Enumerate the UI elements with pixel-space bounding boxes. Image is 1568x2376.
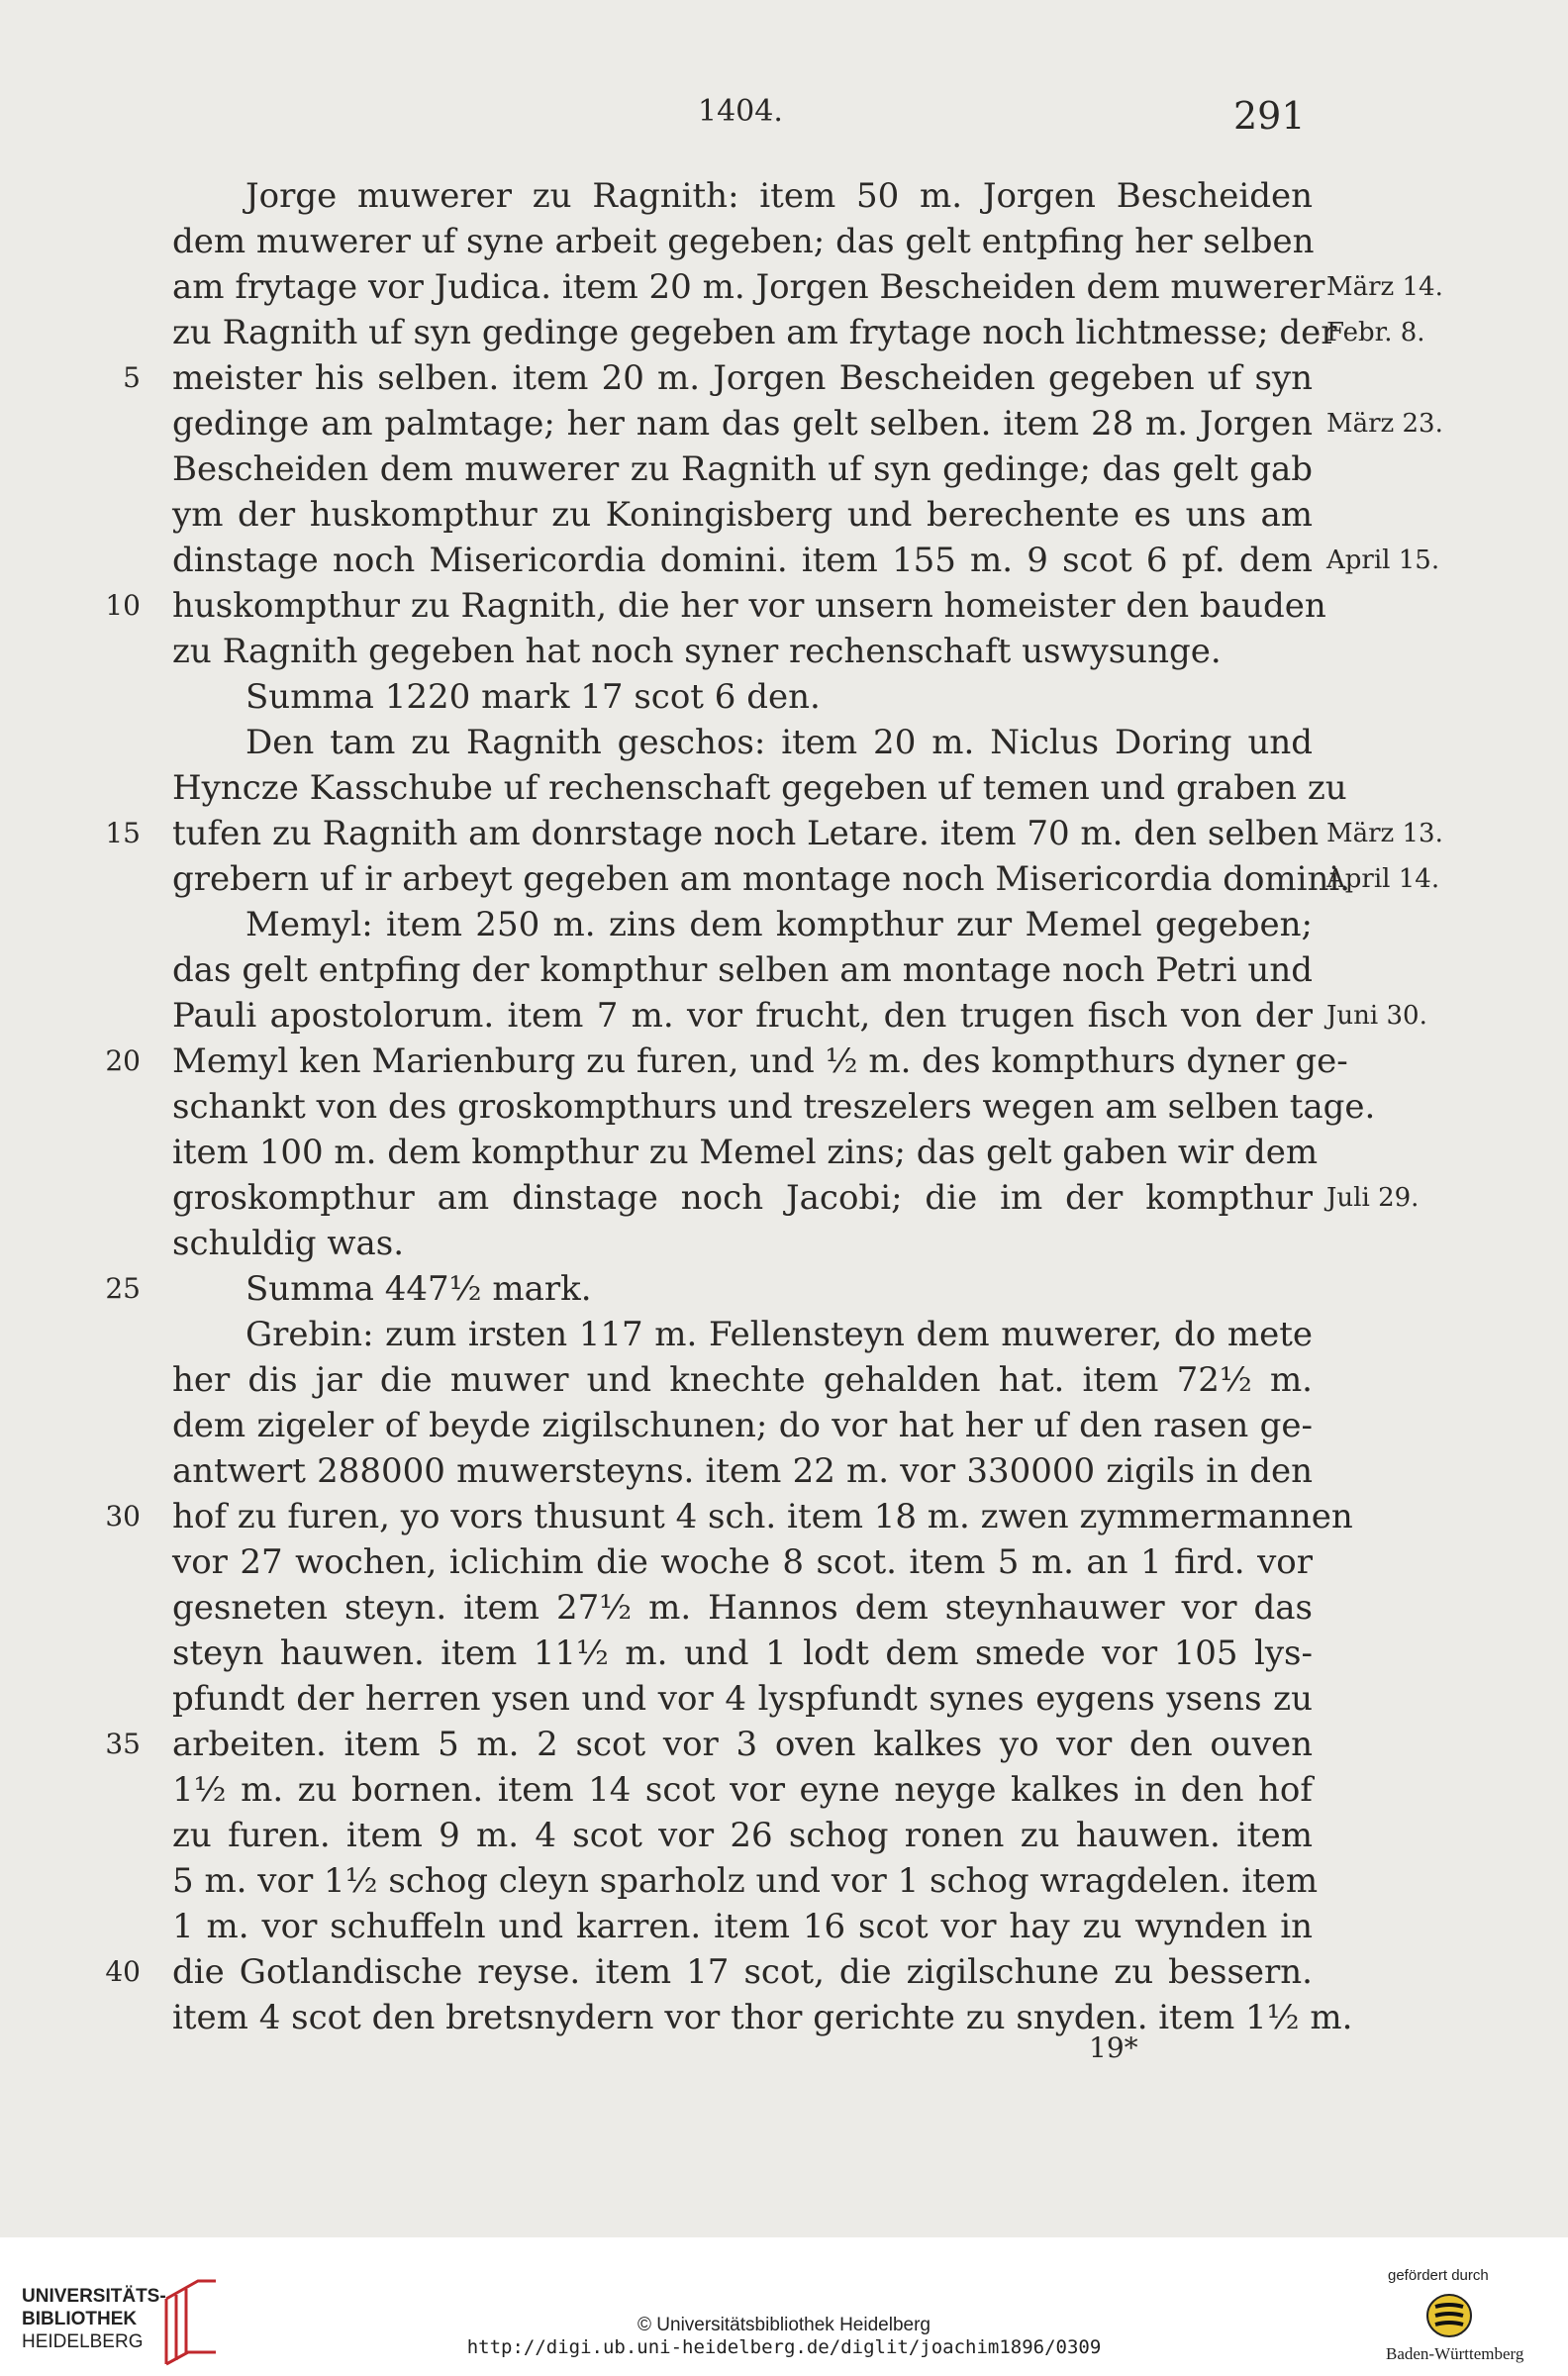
text-line	[0, 1403, 1568, 1448]
line-number: 35	[105, 1728, 141, 1760]
line-text: schankt von des groskompthurs und treszelers wegen am selben tage.	[172, 1087, 1376, 1127]
footer-bar	[0, 2237, 1568, 2376]
text-line	[0, 264, 1568, 310]
text-line	[0, 1676, 1568, 1722]
line-text: Memyl: item 250 m. zins dem kompthur zur Memel gegeben;	[245, 905, 1313, 944]
margin-date-note: März 13.	[1326, 819, 1443, 848]
line-text: 1 m. vor schuffeln und karren. item 16 scot vor hay zu wynden in	[172, 1907, 1313, 1946]
line-number: 5	[123, 361, 141, 394]
line-text: grebern uf ir arbeyt gegeben am montage noch Misericordia domini.	[172, 859, 1351, 899]
library-name-line1: UNIVERSITÄTS-	[22, 2286, 166, 2307]
text-line	[0, 355, 1568, 401]
line-number: 25	[105, 1272, 141, 1305]
text-line	[0, 310, 1568, 355]
line-text: am frytage vor Judica. item 20 m. Jorgen Bescheiden dem muwerer	[172, 267, 1325, 307]
line-text: 1½ m. zu bornen. item 14 scot vor eyne neyge kalkes in den hof	[172, 1770, 1313, 1810]
line-number: 10	[105, 589, 141, 622]
text-line	[0, 674, 1568, 720]
line-text: zu furen. item 9 m. 4 scot vor 26 schog ronen zu hauwen. item	[172, 1816, 1313, 1855]
copyright-text: © Universitätsbibliothek Heidelberg	[637, 2315, 931, 2335]
line-number: 40	[105, 1955, 141, 1988]
text-line	[0, 1266, 1568, 1312]
line-text: Grebin: zum irsten 117 m. Fellensteyn dem muwerer, do mete	[245, 1315, 1313, 1354]
text-line	[0, 720, 1568, 765]
line-text: meister his selben. item 20 m. Jorgen Bescheiden gegeben uf syn	[172, 358, 1313, 398]
line-text: zu Ragnith uf syn gedinge gegeben am frytage noch lichtmesse; der	[172, 313, 1337, 352]
text-line	[0, 1357, 1568, 1403]
line-text: antwert 288000 muwersteyns. item 22 m. vor 330000 zigils in den	[172, 1451, 1313, 1491]
text-line	[0, 1813, 1568, 1858]
text-line	[0, 446, 1568, 492]
text-line	[0, 583, 1568, 629]
line-text: gesneten steyn. item 27½ m. Hannos dem steynhauwer vor das	[172, 1588, 1313, 1628]
text-line	[0, 1494, 1568, 1539]
margin-date-note: März 14.	[1326, 272, 1443, 302]
line-text: Pauli apostolorum. item 7 m. vor frucht, den trugen fisch von der	[172, 996, 1313, 1036]
text-line	[0, 1084, 1568, 1130]
text-line	[0, 856, 1568, 902]
text-line	[0, 173, 1568, 219]
text-line	[0, 1631, 1568, 1676]
line-number: 20	[105, 1044, 141, 1077]
margin-date-note: April 15.	[1326, 545, 1440, 575]
text-line	[0, 1130, 1568, 1175]
funder-name[interactable]: Baden-Württemberg	[1386, 2344, 1524, 2363]
text-line	[0, 1312, 1568, 1357]
text-line	[0, 1858, 1568, 1904]
text-line	[0, 219, 1568, 264]
text-line	[0, 1448, 1568, 1494]
line-text: das gelt entpfing der kompthur selben am montage noch Petri und	[172, 950, 1313, 990]
line-text: groskompthur am dinstage noch Jacobi; die im der kompthur	[172, 1178, 1313, 1218]
text-line	[0, 1039, 1568, 1084]
line-text: hof zu furen, yo vors thusunt 4 sch. item 18 m. zwen zymmermannen	[172, 1497, 1353, 1536]
line-number: 30	[105, 1500, 141, 1533]
line-text: item 100 m. dem kompthur zu Memel zins; das gelt gaben wir dem	[172, 1133, 1319, 1172]
margin-date-note: April 14.	[1326, 864, 1440, 894]
line-text: tufen zu Ragnith am donrstage noch Letare. item 70 m. den selben	[172, 814, 1320, 853]
text-line	[0, 1722, 1568, 1767]
text-line	[0, 538, 1568, 583]
line-text: gedinge am palmtage; her nam das gelt selben. item 28 m. Jorgen	[172, 404, 1313, 444]
line-text: dinstage noch Misericordia domini. item 155 m. 9 scot 6 pf. dem	[172, 541, 1313, 580]
text-line	[0, 1767, 1568, 1813]
line-text: Hyncze Kasschube uf rechenschaft gegeben uf temen und graben zu	[172, 768, 1347, 808]
line-text: steyn hauwen. item 11½ m. und 1 lodt dem smede vor 105 lys-	[172, 1634, 1313, 1673]
text-line	[0, 765, 1568, 811]
text-line	[0, 1904, 1568, 1949]
line-text: ym der huskompthur zu Koningisberg und berechente es uns am	[172, 495, 1313, 535]
line-text: arbeiten. item 5 m. 2 scot vor 3 oven kalkes yo vor den ouven	[172, 1725, 1313, 1764]
text-line	[0, 1949, 1568, 1995]
margin-date-note: Juni 30.	[1326, 1001, 1427, 1031]
page-number: 291	[1233, 94, 1306, 138]
text-line	[0, 1995, 1568, 2040]
permalink-url[interactable]: http://digi.ub.uni-heidelberg.de/diglit/joachim1896/0309	[466, 2336, 1102, 2358]
line-number: 15	[105, 817, 141, 849]
coat-of-arms-icon	[1425, 2293, 1473, 2343]
text-line	[0, 401, 1568, 446]
line-text: Jorge muwerer zu Ragnith: item 50 m. Jorgen Bescheiden	[245, 176, 1313, 216]
line-text: Bescheiden dem muwerer zu Ragnith uf syn gedinge; das gelt gab	[172, 449, 1313, 489]
library-name-line3: HEIDELBERG	[22, 2331, 144, 2352]
line-text: item 4 scot den bretsnydern vor thor gerichte zu snyden. item 1½ m.	[172, 1998, 1353, 2037]
text-line	[0, 1539, 1568, 1585]
running-head-year: 1404.	[698, 94, 783, 129]
line-text: 5 m. vor 1½ schog cleyn sparholz und vor 1 schog wragdelen. item	[172, 1861, 1319, 1901]
line-text: her dis jar die muwer und knechte gehalden hat. item 72½ m.	[172, 1360, 1313, 1400]
margin-date-note: Juli 29.	[1326, 1183, 1420, 1213]
text-line	[0, 902, 1568, 947]
text-line	[0, 492, 1568, 538]
text-line	[0, 1221, 1568, 1266]
text-line	[0, 1175, 1568, 1221]
line-text: Den tam zu Ragnith geschos: item 20 m. Niclus Doring und	[245, 723, 1313, 762]
text-line	[0, 993, 1568, 1039]
funded-by-label: gefördert durch	[1388, 2267, 1489, 2284]
text-line	[0, 947, 1568, 993]
text-line	[0, 629, 1568, 674]
line-text: zu Ragnith gegeben hat noch syner rechenschaft uswysunge.	[172, 632, 1222, 671]
line-text: Summa 447½ mark.	[245, 1269, 592, 1309]
line-text: vor 27 wochen, iclichim die woche 8 scot. item 5 m. an 1 fird. vor	[172, 1542, 1313, 1582]
text-line	[0, 811, 1568, 856]
line-text: Summa 1220 mark 17 scot 6 den.	[245, 677, 821, 717]
line-text: dem muwerer uf syne arbeit gegeben; das gelt entpfing her selben	[172, 222, 1315, 261]
margin-date-note: Febr. 8.	[1326, 318, 1425, 347]
library-name-line2: BIBLIOTHEK	[22, 2309, 138, 2329]
line-text: Memyl ken Marienburg zu furen, und ½ m. des kompthurs dyner ge-	[172, 1041, 1348, 1081]
line-text: die Gotlandische reyse. item 17 scot, die zigilschune zu bessern.	[172, 1952, 1313, 1992]
line-text: schuldig was.	[172, 1224, 404, 1263]
line-text: pfundt der herren ysen und vor 4 lyspfundt synes eygens ysens zu	[172, 1679, 1313, 1719]
line-text: dem zigeler of beyde zigilschunen; do vor hat her uf den rasen ge-	[172, 1406, 1313, 1445]
margin-date-note: März 23.	[1326, 409, 1443, 439]
text-line	[0, 1585, 1568, 1631]
sheet-signature: 19*	[1089, 2031, 1138, 2064]
line-text: huskompthur zu Ragnith, die her vor unsern homeister den bauden	[172, 586, 1326, 626]
